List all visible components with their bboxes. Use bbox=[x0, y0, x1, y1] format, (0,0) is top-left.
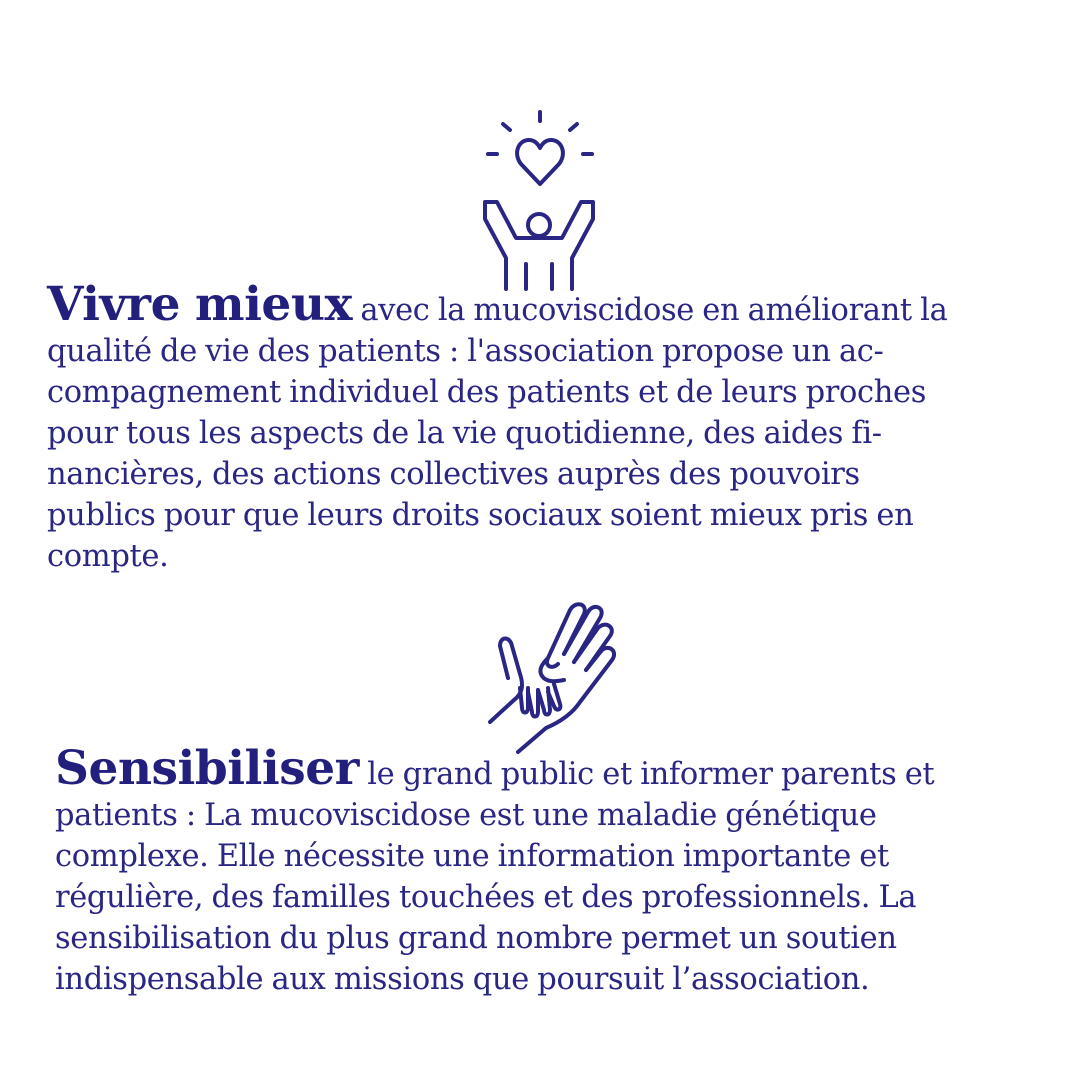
paragraph-line: sensibilisation du plus grand nombre permet un soutien bbox=[55, 921, 897, 956]
holding-hands-icon bbox=[482, 600, 632, 758]
paragraph-line: qualité de vie des patients : l'association propose un ac- bbox=[47, 334, 884, 369]
paragraph-line: publics pour que leurs droits sociaux soient mieux pris en bbox=[47, 498, 914, 533]
paragraph-line: pour tous les aspects de la vie quotidienne, des aides fi- bbox=[47, 416, 882, 451]
paragraph-line: indispensable aux missions que poursuit l’association. bbox=[55, 962, 870, 997]
paragraph-line: le grand public et informer parents et bbox=[358, 757, 935, 792]
paragraph-line: avec la mucoviscidose en améliorant la bbox=[352, 293, 948, 328]
section-lead: Vivre mieux bbox=[47, 277, 353, 332]
section-vivre-mieux bbox=[47, 277, 1037, 577]
paragraph-line: compagnement individuel des patients et de leurs proches bbox=[47, 375, 927, 410]
paragraph-line: compte. bbox=[47, 539, 169, 574]
paragraph-line: complexe. Elle nécessite une information importante et bbox=[55, 839, 889, 874]
person-with-heart-icon bbox=[480, 108, 600, 294]
paragraph-line: nancières, des actions collectives auprès des pouvoirs bbox=[47, 457, 860, 492]
section-sensibiliser bbox=[55, 741, 1045, 1000]
paragraph-line: régulière, des familles touchées et des professionnels. La bbox=[55, 880, 917, 915]
section-lead: Sensibiliser bbox=[55, 741, 359, 796]
paragraph-line: patients : La mucoviscidose est une maladie génétique bbox=[55, 798, 877, 833]
